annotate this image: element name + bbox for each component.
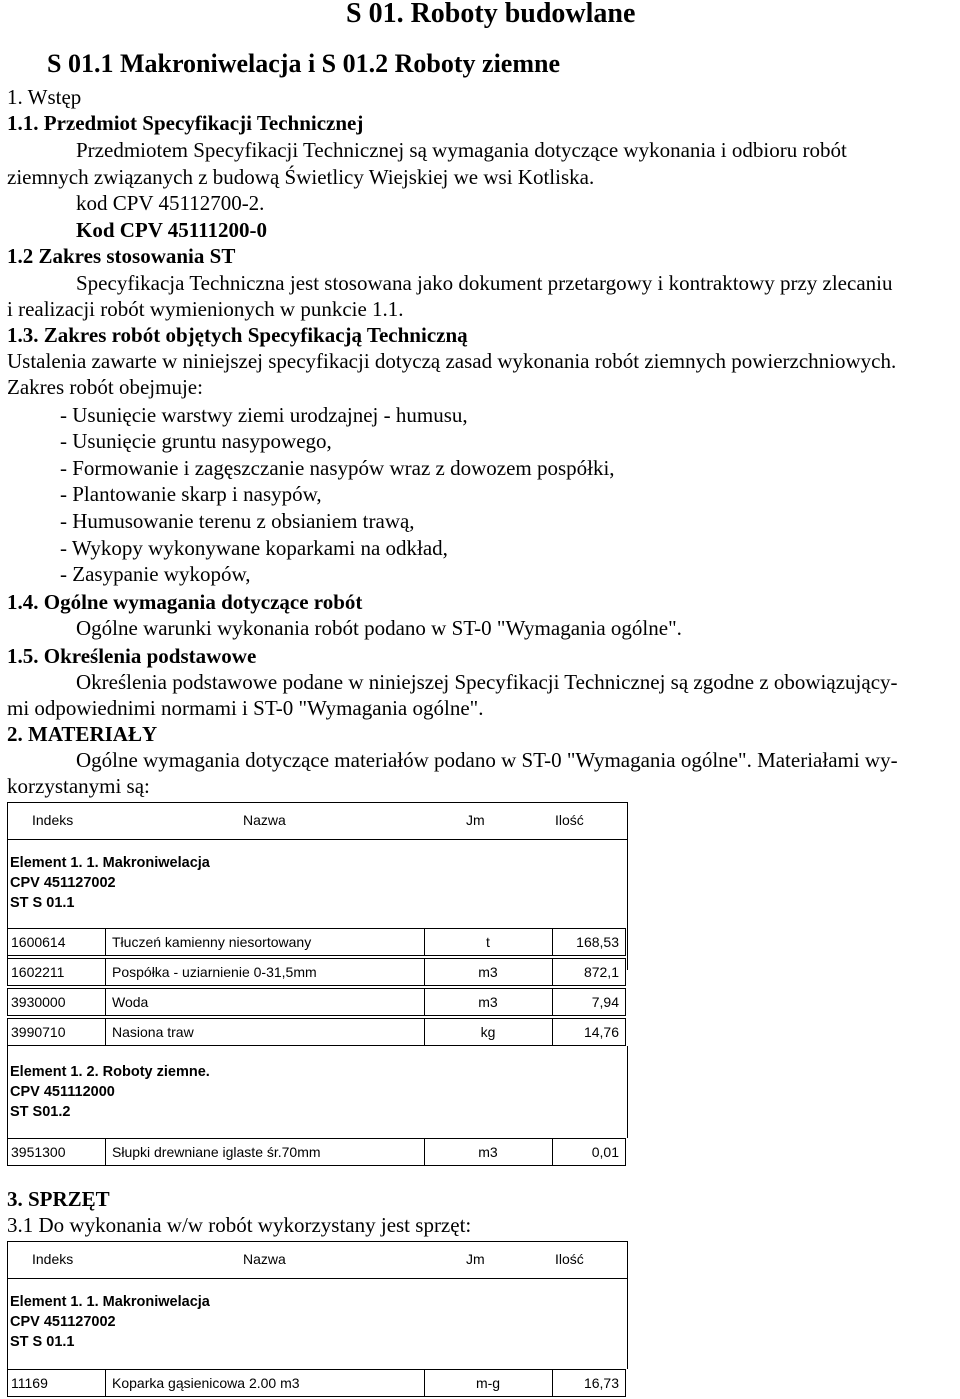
section-1-3-line-2: Zakres robót obejmuje: (7, 375, 203, 399)
table-left-border (7, 1046, 8, 1138)
cell-jm: t (486, 934, 490, 950)
table-row (7, 958, 626, 986)
section-1-5-heading: 1.5. Określenia podstawowe (7, 644, 257, 668)
section-1-3-line-1: Ustalenia zawarte w niniejszej specyfikacji dotyczą zasad wykonania robót ziemnych powierzchniowych. (7, 349, 897, 373)
section-1-4-line-1: Ogólne warunki wykonania robót podano w ST-0 "Wymagania ogólne". (76, 616, 682, 640)
group-st: ST S 01.1 (10, 895, 75, 911)
table-header (7, 802, 628, 840)
list-item: - Usunięcie warstwy ziemi urodzajnej - humusu, (60, 403, 468, 427)
cell-nazwa: Tłuczeń kamienny niesortowany (112, 934, 312, 950)
section-1-3-heading: 1.3. Zakres robót objętych Specyfikacją Techniczną (7, 323, 468, 347)
cell-indeks: 3990710 (11, 1024, 66, 1040)
cell-indeks: 11169 (11, 1375, 48, 1391)
section-1-1-heading: 1.1. Przedmiot Specyfikacji Technicznej (7, 111, 364, 135)
cell-jm: m3 (478, 964, 498, 980)
list-item: - Zasypanie wykopów, (60, 562, 251, 586)
cell-ilosc: 168,53 (576, 934, 619, 950)
cell-jm: m3 (478, 994, 498, 1010)
section-1-heading: 1. Wstęp (7, 85, 82, 109)
cell-indeks: 3930000 (11, 994, 66, 1010)
cell-nazwa: Pospółka - uziarnienie 0-31,5mm (112, 964, 317, 980)
group-heading (10, 853, 210, 913)
cell-ilosc: 16,73 (583, 1375, 619, 1391)
table-left-border (7, 1277, 8, 1369)
cell-nazwa: Woda (112, 994, 149, 1010)
header-nazwa: Nazwa (243, 812, 286, 828)
header-jm: Jm (466, 1251, 485, 1267)
group-st: ST S 01.1 (10, 1334, 75, 1350)
table-row (7, 1138, 626, 1166)
document-title: S 01. Roboty budowlane (346, 0, 636, 29)
cell-nazwa: Nasiona traw (112, 1024, 194, 1040)
table-row (7, 1018, 626, 1046)
section-1-4-heading: 1.4. Ogólne wymagania dotyczące robót (7, 590, 363, 614)
section-1-2-line-1: Specyfikacja Techniczna jest stosowana jako dokument przetargowy i kontraktowy przy zlecaniu (76, 271, 893, 295)
header-indeks: Indeks (32, 812, 74, 828)
section-1-5-line-2: mi odpowiednimi normami i ST-0 "Wymagania ogólne". (7, 696, 484, 720)
list-item: - Formowanie i zagęszczanie nasypów wraz z dowozem pospółki, (60, 456, 615, 480)
list-item: - Humusowanie terenu z obsianiem trawą, (60, 509, 415, 533)
section-1-2-heading: 1.2 Zakres stosowania ST (7, 244, 236, 268)
table-row (7, 988, 626, 1016)
section-3-1-line: 3.1 Do wykonania w/w robót wykorzystany jest sprzęt: (7, 1213, 472, 1237)
list-item: - Plantowanie skarp i nasypów, (60, 482, 322, 506)
group-element: Element 1. 1. Makroniwelacja (10, 1294, 210, 1310)
cell-jm: m3 (478, 1144, 498, 1160)
section-1-1-line-2: ziemnych związanych z budową Świetlicy Wiejskiej we wsi Kotliska. (7, 165, 595, 189)
section-1-1-line-1: Przedmiotem Specyfikacji Technicznej są wymagania dotyczące wykonania i odbioru robót (76, 138, 847, 162)
section-2-line-1: Ogólne wymagania dotyczące materiałów podano w ST-0 "Wymagania ogólne". Materiałami wy- (76, 748, 898, 772)
header-ilosc: Ilość (555, 812, 584, 828)
cell-nazwa: Koparka gąsienicowa 2.00 m3 (112, 1375, 300, 1391)
group-heading (10, 1292, 210, 1352)
cell-ilosc: 7,94 (591, 994, 619, 1010)
group-st: ST S01.2 (10, 1104, 71, 1120)
cell-indeks: 1600614 (11, 934, 66, 950)
cell-indeks: 1602211 (11, 964, 65, 980)
cpv-code-1: kod CPV 45112700-2. (76, 191, 265, 215)
cell-jm: m-g (475, 1375, 501, 1391)
header-indeks: Indeks (32, 1251, 74, 1267)
header-nazwa: Nazwa (243, 1251, 286, 1267)
section-1-5-line-1: Określenia podstawowe podane w niniejszej Specyfikacji Technicznej są zgodne z obowiązujący- (76, 670, 898, 694)
table-header (7, 1241, 628, 1279)
table-row (7, 1369, 626, 1397)
group-element: Element 1. 2. Roboty ziemne. (10, 1064, 210, 1080)
group-heading (10, 1062, 210, 1122)
list-item: - Wykopy wykonywane koparkami na odkład, (60, 536, 448, 560)
list-item: - Usunięcie gruntu nasypowego, (60, 429, 332, 453)
cell-nazwa: Słupki drewniane iglaste śr.70mm (112, 1144, 321, 1160)
cell-ilosc: 872,1 (583, 964, 619, 980)
cell-ilosc: 0,01 (591, 1144, 619, 1160)
table-right-border (627, 1046, 628, 1138)
cell-jm: kg (480, 1024, 496, 1040)
section-2-heading: 2. MATERIAŁY (7, 722, 158, 746)
section-2-line-2: korzystanymi są: (7, 774, 150, 798)
table-right-border (627, 1277, 628, 1369)
table-right-border (627, 838, 628, 970)
section-1-2-line-2: i realizacji robót wymienionych w punkcie 1.1. (7, 297, 404, 321)
header-ilosc: Ilość (555, 1251, 584, 1267)
cell-indeks: 3951300 (11, 1144, 66, 1160)
group-cpv: CPV 451127002 (10, 875, 116, 891)
cpv-code-2: Kod CPV 45111200-0 (76, 218, 267, 242)
group-cpv: CPV 451127002 (10, 1314, 116, 1330)
cell-ilosc: 14,76 (583, 1024, 619, 1040)
group-cpv: CPV 451112000 (10, 1084, 115, 1100)
header-jm: Jm (466, 812, 485, 828)
group-element: Element 1. 1. Makroniwelacja (10, 855, 210, 871)
section-3-heading: 3. SPRZĘT (7, 1187, 110, 1211)
document-subtitle: S 01.1 Makroniwelacja i S 01.2 Roboty ziemne (47, 49, 560, 78)
table-row (7, 928, 626, 956)
